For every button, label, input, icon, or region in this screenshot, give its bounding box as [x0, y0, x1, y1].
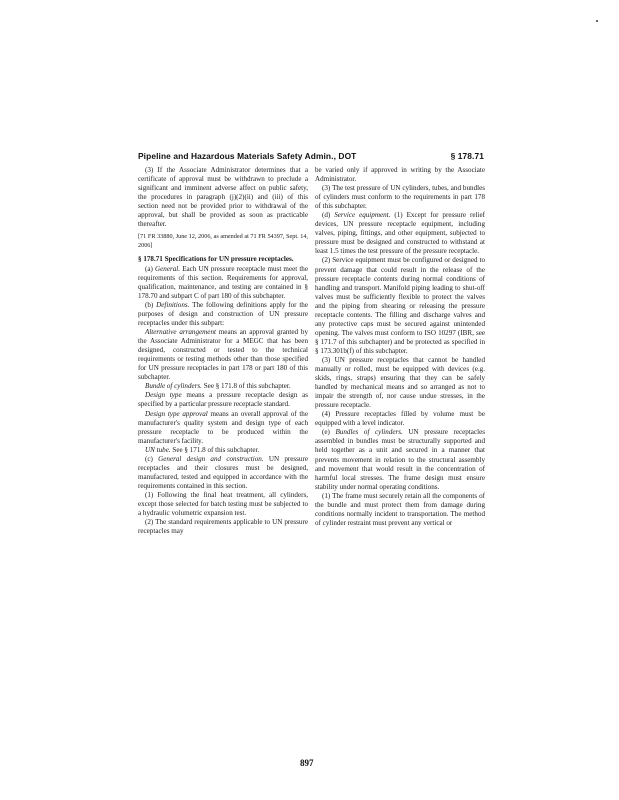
header-title: Pipeline and Hazardous Materials Safety Admin., DOT — [138, 151, 357, 161]
definition-text: means a pressure receptacle design as specified by a particular pressure receptacle standard. — [138, 391, 308, 409]
definition-term: UN tube. — [145, 445, 171, 454]
paragraph-c3: (3) The test pressure of UN cylinders, tubes, and bundles of cylinders must conform to the requirements in part 178 of this subchapter. — [315, 184, 485, 211]
definition-term: Alternative arrangement — [145, 328, 216, 337]
definition-text: See § 171.8 of this subchapter. — [203, 382, 291, 391]
definition-alternative-arrangement — [138, 328, 308, 382]
definition-bundle-of-cylinders — [138, 382, 308, 391]
paragraph-d-heading: Service equipment. — [334, 211, 391, 220]
paragraph-b — [138, 301, 308, 328]
paragraph-a-text: Each UN pressure receptacle must meet the requirements of this section. Requirements for approval, qualification, maintenance, and testing are contained in § 178.70 and subpart C of part 180 of this subchapter. — [138, 264, 308, 300]
paragraph-e-heading: Bundles of cylinders. — [335, 428, 403, 437]
definition-term: Bundle of cylinders. — [145, 382, 202, 391]
paragraph-a — [138, 265, 308, 301]
paragraph-c1: (1) Following the final heat treatment, all cylinders, except those selected for batch testing must be subjected to a hydraulic volumetric expansion test. — [138, 490, 308, 518]
paragraph-b-text: The following definitions apply for the purposes of design and construction of UN pressure receptacles under this subpart: — [138, 300, 308, 328]
paragraph-j3: (3) If the Associate Administrator determines that a certificate of approval must be withdrawn to preclude a significant and imminent adverse affect on public safety, the procedures in paragraph (j)(2)(ii) and (iii) of this section need not be provided prior to withdrawal of the approval, but shall be provided as soon as practicable thereafter. — [138, 166, 308, 229]
paragraph-b-heading: Definitions. — [156, 300, 190, 309]
paragraph-b-label: (b) — [145, 300, 154, 309]
paragraph-d1-text: (1) Except for pressure relief devices, UN pressure receptacle equipment, including valves, piping, fittings, and other equipment, subjected to pressure must be designed and constructed to withstand at least 1.5 times the test pressure of the pressure receptacle. — [315, 211, 485, 256]
paragraph-e — [315, 428, 485, 491]
definition-term: Design type approval — [145, 409, 208, 418]
running-header — [138, 151, 484, 161]
definition-un-tube — [138, 446, 308, 455]
left-column — [138, 166, 308, 536]
definition-text: See § 171.8 of this subchapter. — [172, 445, 260, 454]
page-number: 897 — [300, 758, 314, 768]
definition-term: Design type — [145, 391, 182, 400]
paragraph-c2-continued: be varied only if approved in writing by the Associate Administrator. — [315, 166, 485, 184]
paragraph-e-label: (e) — [322, 428, 330, 437]
paragraph-d2: (2) Service equipment must be configured or designed to prevent damage that could result in the release of the pressure receptacle contents during normal conditions of handling and transport. Manifold piping leading to shut-off valves must be sufficiently flexible to protect the valves and the piping from shearing or releasing the pressure receptacle contents. The filling and discharge valves and any protective caps must be secured against unintended opening. The valves must conform to ISO 10297 (IBR, see § 171.7 of this subchapter) and be protected as specified in § 173.301b(f) of this subchapter. — [315, 256, 485, 355]
section-heading — [138, 255, 308, 264]
definition-text: means an overall approval of the manufacturer's quality system and design type of each pressure receptacle to be produced within the manufacturer's facility. — [138, 409, 308, 445]
section-number: § 178.71 — [138, 254, 163, 263]
scan-speck — [596, 20, 598, 22]
section-title: Specifications for UN pressure receptacles. — [164, 254, 294, 263]
right-column — [315, 166, 485, 528]
paragraph-c — [138, 455, 308, 491]
definition-text: means an approval granted by the Associate Administrator for a MEGC that has been designed, constructed or tested to the technical requirements or testing methods other than those specified for UN pressure receptacles in part 178 or part 180 of this subchapter. — [138, 328, 308, 382]
amendment-citation: [71 FR 33880, June 12, 2006, as amended at 71 FR 54397, Sept. 14, 2006] — [138, 233, 308, 249]
paragraph-d4: (4) Pressure receptacles filled by volume must be equipped with a level indicator. — [315, 410, 485, 428]
header-section: § 178.71 — [450, 151, 484, 161]
paragraph-e1: (1) The frame must securely retain all the components of the bundle and must protect them from damage during conditions normally incident to transportation. The method of cylinder restraint must prevent any vertical or — [315, 491, 485, 527]
paragraph-e-text: UN pressure receptacles assembled in bundles must be structurally supported and held together as a unit and secured in a manner that prevents movement in relation to the structural assembly and movement that would result in the concentration of harmful local stresses. The frame design must ensure stability under normal operating conditions. — [315, 428, 485, 491]
paragraph-c-text: UN pressure receptacles and their closures must be designed, manufactured, tested and equipped in accordance with the requirements contained in this section. — [138, 454, 308, 490]
paragraph-d — [315, 211, 485, 256]
definition-design-type-approval — [138, 410, 308, 446]
paragraph-c2: (2) The standard requirements applicable to UN pressure receptacles may — [138, 518, 308, 536]
paragraph-c-heading: General design and construction. — [158, 454, 264, 463]
paragraph-c-label: (c) — [145, 454, 153, 463]
paragraph-a-heading: General. — [155, 264, 181, 273]
paragraph-d3: (3) UN pressure receptacles that cannot be handled manually or rolled, must be equipped with devices (e.g. skids, rings, straps) ensuring that they can be safely handled by mechanical means and so arranged as not to impair the strength of, nor cause undue stresses, in the pressure receptacle. — [315, 355, 485, 410]
definition-design-type — [138, 391, 308, 409]
paragraph-d-label: (d) — [322, 211, 331, 220]
paragraph-a-label: (a) — [145, 264, 153, 273]
